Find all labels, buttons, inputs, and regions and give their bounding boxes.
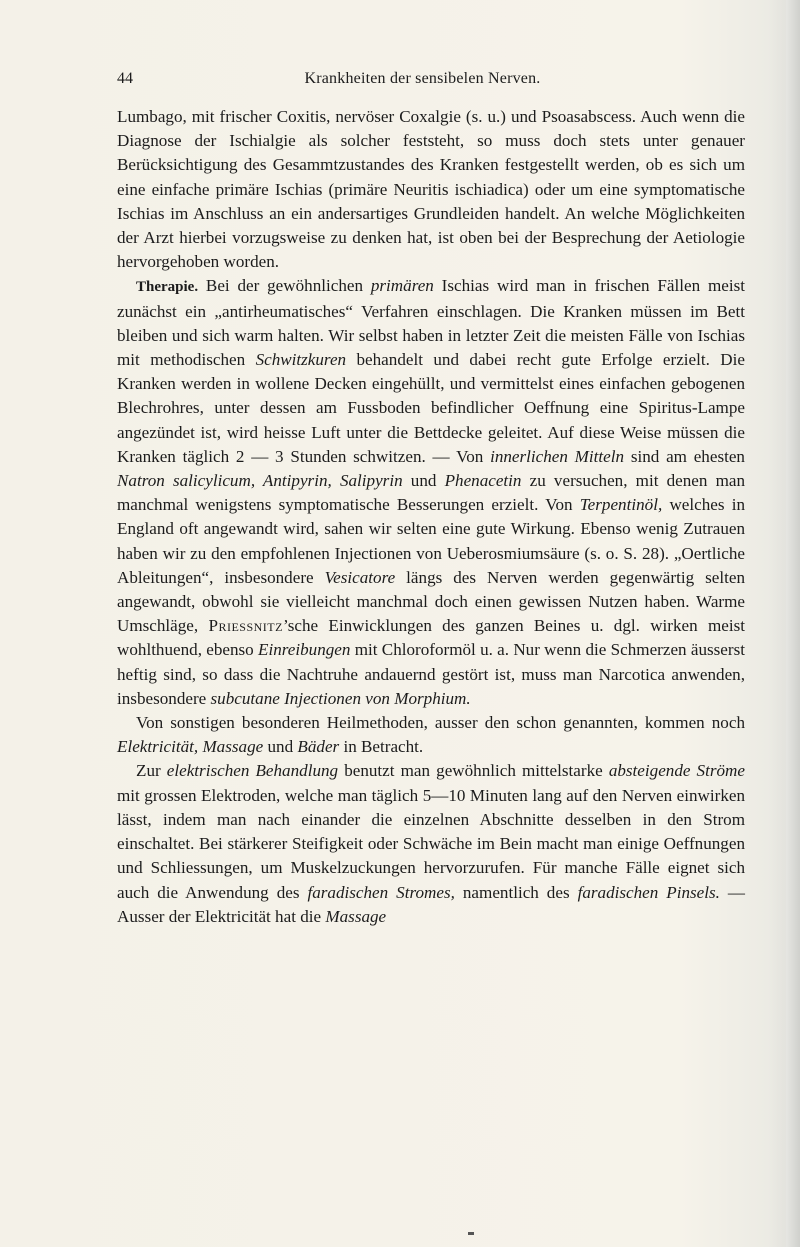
text-run: und [402, 471, 445, 491]
section-label-therapie: Therapie. [136, 279, 199, 296]
text-run: mit Chloroformöl u. a. Nur wenn die Schmerzen äusserst heftig sind, so dass die Nachtruhe andauernd gestört ist, muss man Narcotica anwenden, insbesondere [117, 640, 745, 708]
small-caps-name: Priessnitz [208, 616, 283, 636]
text-run: und [263, 737, 298, 757]
italic-run: Massage [325, 906, 387, 926]
text-run: welches in England oft angewandt wird, sahen wir selten eine gute Wirkung. Ebenso wenig Zutrauen haben wir zu den empfohlenen Injectionen von Ueberosmiumsäure (s. o. S. 28). „Oertliche Ableitungen“, insbesondere [117, 495, 745, 587]
text-run: zu versuchen, mit denen man manchmal wenigstens symptomatische Besserungen erzielt. Von [117, 471, 746, 515]
body-text [117, 105, 745, 929]
italic-run: faradischen Stromes, [307, 882, 455, 902]
italic-run: innerlichen Mitteln [490, 446, 625, 466]
text-run: sind am ehesten [624, 446, 745, 466]
text-run: Ischias wird man in frischen Fällen meist zunächst ein „antirheumatisches“ Verfahren einschlagen. Die Kranken müssen im Bett bleiben und sich warm halten. Wir selbst haben in letzter Zeit die meisten Fälle von Ischias mit methodischen [117, 276, 745, 370]
text-run: ’sche Einwicklungen des ganzen Beines u. dgl. wirken meist wohlthuend, ebenso [117, 616, 745, 660]
italic-run: elektrischen Behandlung [166, 761, 339, 781]
text-run: Von sonstigen besonderen Heilmethoden, ausser den schon genannten, kommen noch [136, 713, 745, 733]
text-run: Zur [136, 761, 167, 781]
paragraph-1: Lumbago, mit frischer Coxitis, nervöser Coxalgie (s. u.) und Psoasabscess. Auch wenn die Diagnose der Ischialgie als solcher feststeht, so muss doch stets unter genauer Berücksichtigung des Gesammtzustandes des Kranken festgestellt werden, ob es sich um eine einfache primäre Ischias (primäre Neuritis ischiadica) oder um eine symptomatische Ischias im Anschluss an ein andersartiges Grundleiden handelt. An welche Möglichkeiten der Arzt hierbei vorzugsweise zu denken hat, ist oben bei der Besprechung der Aetiologie hervorgehoben worden. [117, 107, 745, 272]
italic-run: Einreibungen [258, 640, 351, 660]
italic-run: Vesicatore [324, 567, 396, 587]
italic-run: Bäder [297, 737, 340, 757]
text-run: namentlich des [454, 882, 578, 902]
print-mark [468, 1232, 474, 1235]
italic-run: Phenacetin [444, 471, 522, 491]
page-number: 44 [117, 70, 133, 87]
text-run: benutzt man gewöhnlich mittelstarke [338, 761, 609, 781]
text-run: mit grossen Elektroden, welche man täglich 5—10 Minuten lang auf den Nerven einwirken lässt, indem man nach einander die einzelnen Abschnitte desselben in den Strom einschaltet. Bei stärkerer Steifigkeit oder Schwäche im Bein macht man einige Oeffnungen und Schliessungen, um Muskelzuckungen hervorzurufen. Für manche Fälle eignet sich auch die Anwendung des [117, 785, 745, 902]
text-run: — Ausser der Elektricität hat die [117, 882, 745, 926]
italic-run: absteigende Ströme [608, 761, 745, 781]
paragraph-elektrisch [117, 759, 745, 928]
text-run: in Betracht. [339, 737, 424, 757]
italic-run: primären [370, 276, 434, 296]
italic-run: Elektricität, Massage [117, 737, 264, 757]
text-run: längs des Nerven werden gegenwärtig selten angewandt, obwohl sie vielleicht manchmal doch einen gewissen Nutzen haben. Warme Umschläge, [117, 567, 745, 636]
italic-run: Terpentinöl, [579, 495, 663, 515]
text-run: behandelt und dabei recht gute Erfolge erzielt. Die Kranken werden in wollene Decken eingehüllt, und vermittelst eines einfachen gebogenen Blechrohres, unter dessen am Fussboden befindlicher Oeffnung eine Spiritus-Lampe angezündet ist, wird heisse Luft unter die Bettdecke geleitet. Auf diese Weise müssen die Kranken täglich 2 — 3 Stunden schwitzen. — Von [117, 350, 745, 466]
italic-run: Natron salicylicum, Antipyrin, Salipyrin [117, 471, 403, 491]
text-run: Bei der gewöhnlichen [198, 276, 371, 296]
italic-run: Schwitzkuren [255, 350, 347, 370]
page-header [100, 70, 745, 94]
running-title: Krankheiten der sensibelen Nerven. [304, 70, 541, 87]
italic-run: faradischen Pinsels. [577, 882, 720, 902]
italic-run: subcutane Injectionen von Morphium. [210, 688, 471, 708]
page-edge-shadow [786, 0, 800, 1247]
paragraph-therapie [117, 274, 745, 711]
paragraph-heilmethoden [117, 711, 745, 759]
